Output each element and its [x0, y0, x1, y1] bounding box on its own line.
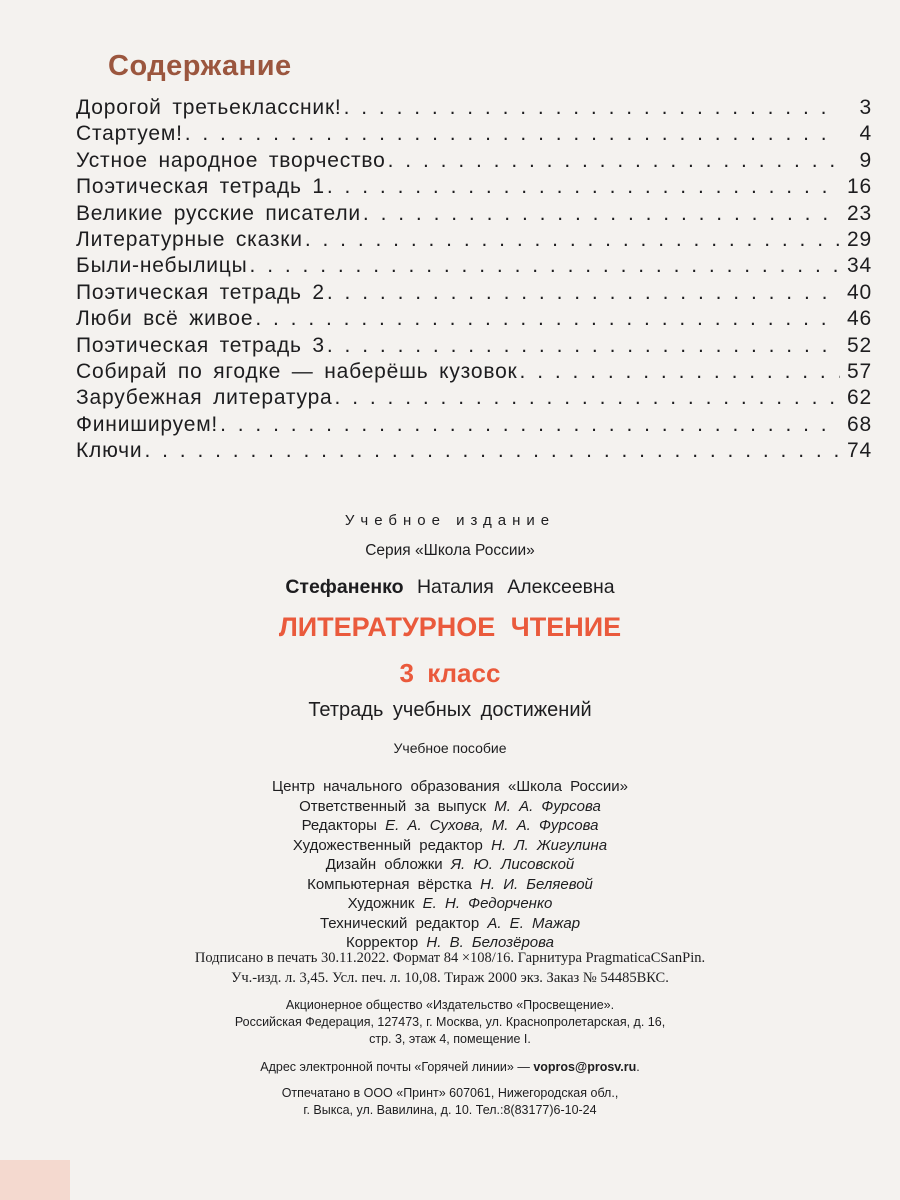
toc-leader-dots — [220, 413, 840, 437]
toc-leader-dots — [185, 122, 840, 146]
print-info-2: Уч.-изд. л. 3,45. Усл. печ. л. 10,08. Тираж 2000 экз. Заказ № 54485ВКС. — [231, 970, 669, 986]
toc-item-page: 16 — [847, 175, 872, 199]
toc-leader-dots — [144, 439, 840, 463]
credit-name: Н. Л. Жигулина — [491, 836, 608, 854]
author-surname: Стефаненко — [285, 576, 404, 598]
credit-role: Дизайн обложки — [325, 856, 443, 873]
toc-leader-dots — [344, 96, 840, 120]
hotline — [0, 1060, 900, 1074]
toc-item-label: Ключи — [76, 439, 143, 463]
toc-item-page: 29 — [847, 227, 872, 251]
credit-line — [0, 895, 900, 915]
toc-item — [76, 228, 872, 254]
contents-title: Содержание — [108, 50, 292, 82]
toc-item-page: 40 — [847, 280, 872, 304]
toc-leader-dots — [520, 360, 840, 384]
toc-leader-dots — [327, 281, 840, 305]
credit-name: Н. В. Белозёрова — [426, 934, 554, 951]
toc-item-label: Поэтическая тетрадь 3 — [76, 333, 325, 357]
credit-line — [0, 876, 900, 896]
credit-role: Центр начального образования «Школа России» — [272, 778, 628, 795]
toc-item-label: Люби всё живое — [76, 307, 254, 331]
toc-item — [76, 334, 872, 360]
toc-item-page: 68 — [847, 412, 872, 436]
credit-line — [0, 778, 900, 798]
toc-item-page: 46 — [847, 307, 872, 331]
author-name: Наталия Алексеевна — [416, 576, 615, 598]
toc-item-label: Финишируем! — [76, 412, 219, 436]
toc-item — [76, 386, 872, 412]
publisher-line-3: стр. 3, этаж 4, помещение I. — [369, 1032, 531, 1046]
credit-name: М. А. Фурсова — [494, 797, 601, 815]
toc-leader-dots — [363, 202, 840, 226]
toc-leader-dots — [255, 307, 840, 331]
toc-item-label: Зарубежная литература — [76, 386, 333, 410]
toc-item-label: Великие русские писатели — [76, 201, 361, 225]
toc-item-page: 34 — [847, 254, 872, 278]
toc-leader-dots — [327, 334, 840, 358]
credit-role: Корректор — [346, 934, 419, 951]
subtitle: Тетрадь учебных достижений — [308, 699, 592, 721]
edition-type: Учебное издание — [344, 512, 556, 529]
credit-line — [0, 915, 900, 935]
toc-item — [76, 175, 872, 201]
toc-item — [76, 439, 872, 465]
book-kind: Учебное пособие — [393, 740, 507, 756]
toc-item — [76, 413, 872, 439]
toc-item — [76, 96, 872, 122]
credit-name: Е. А. Сухова, М. А. Фурсова — [385, 817, 599, 834]
credit-role: Художник — [347, 895, 415, 912]
credit-name: А. Е. Мажар — [487, 914, 581, 932]
toc-item — [76, 307, 872, 333]
toc-item-label: Стартуем! — [76, 122, 183, 146]
grade: 3 класс — [399, 658, 501, 688]
author — [0, 576, 900, 599]
credit-name: Н. И. Беляевой — [480, 875, 593, 893]
credit-name: Я. Ю. Лисовской — [450, 856, 575, 873]
toc-leader-dots — [250, 254, 840, 278]
toc-item-page: 52 — [847, 333, 872, 357]
credit-line — [0, 837, 900, 857]
toc-item-label: Литературные сказки — [76, 227, 303, 251]
toc-item-page: 23 — [847, 201, 872, 225]
publisher-line-2: Российская Федерация, 127473, г. Москва, ул. Краснопролетарская, д. 16, — [234, 1015, 666, 1029]
toc-item-label: Устное народное творчество — [76, 148, 386, 172]
printer-line-2: г. Выкса, ул. Вавилина, д. 10. Тел.:8(83177)6-10-24 — [303, 1103, 597, 1117]
toc-item-page: 3 — [859, 96, 872, 119]
credit-role: Редакторы — [301, 817, 377, 834]
credit-role: Технический редактор — [319, 914, 480, 932]
toc-leader-dots — [305, 228, 840, 252]
table-of-contents — [76, 96, 872, 465]
toc-item-page: 57 — [847, 359, 872, 383]
hotline-label: Адрес электронной почты «Горячей линии» — — [260, 1060, 530, 1074]
toc-leader-dots — [335, 386, 840, 410]
credits — [0, 778, 900, 954]
hotline-end: . — [636, 1060, 640, 1074]
toc-leader-dots — [388, 149, 840, 173]
toc-item-label: Собирай по ягодке — наберёшь кузовок — [76, 359, 518, 383]
credit-role: Компьютерная вёрстка — [307, 875, 472, 893]
credit-role: Ответственный за выпуск — [299, 797, 487, 815]
printer-line-1: Отпечатано в ООО «Принт» 607061, Нижегородская обл., — [281, 1086, 619, 1100]
series: Серия «Школа России» — [365, 542, 535, 559]
book-title: ЛИТЕРАТУРНОЕ ЧТЕНИЕ — [278, 612, 622, 642]
toc-leader-dots — [327, 175, 840, 199]
toc-item — [76, 281, 872, 307]
toc-item-label: Дорогой третьеклассник! — [76, 96, 342, 119]
toc-item-page: 4 — [859, 122, 872, 146]
credit-role: Художественный редактор — [292, 836, 483, 854]
print-info-1: Подписано в печать 30.11.2022. Формат 84 ×108/16. Гарнитура PragmaticaCSanPin. — [194, 950, 706, 966]
credit-name: Е. Н. Федорченко — [422, 895, 553, 912]
toc-item — [76, 122, 872, 148]
toc-item — [76, 360, 872, 386]
credit-line — [0, 856, 900, 876]
toc-item-page: 62 — [847, 386, 872, 410]
publisher-line-1: Акционерное общество «Издательство «Просвещение». — [285, 998, 615, 1012]
toc-item — [76, 202, 872, 228]
credit-line — [0, 817, 900, 837]
toc-item-label: Поэтическая тетрадь 1 — [76, 175, 325, 199]
credit-line — [0, 798, 900, 818]
toc-item-page: 74 — [847, 439, 872, 463]
toc-item-page: 9 — [859, 148, 872, 172]
toc-item — [76, 254, 872, 280]
toc-item-label: Поэтическая тетрадь 2 — [76, 280, 325, 304]
toc-item-label: Были-небылицы — [76, 254, 248, 278]
page-corner-decoration — [0, 1160, 70, 1200]
hotline-email[interactable]: vopros@prosv.ru — [533, 1060, 637, 1074]
toc-item — [76, 149, 872, 175]
